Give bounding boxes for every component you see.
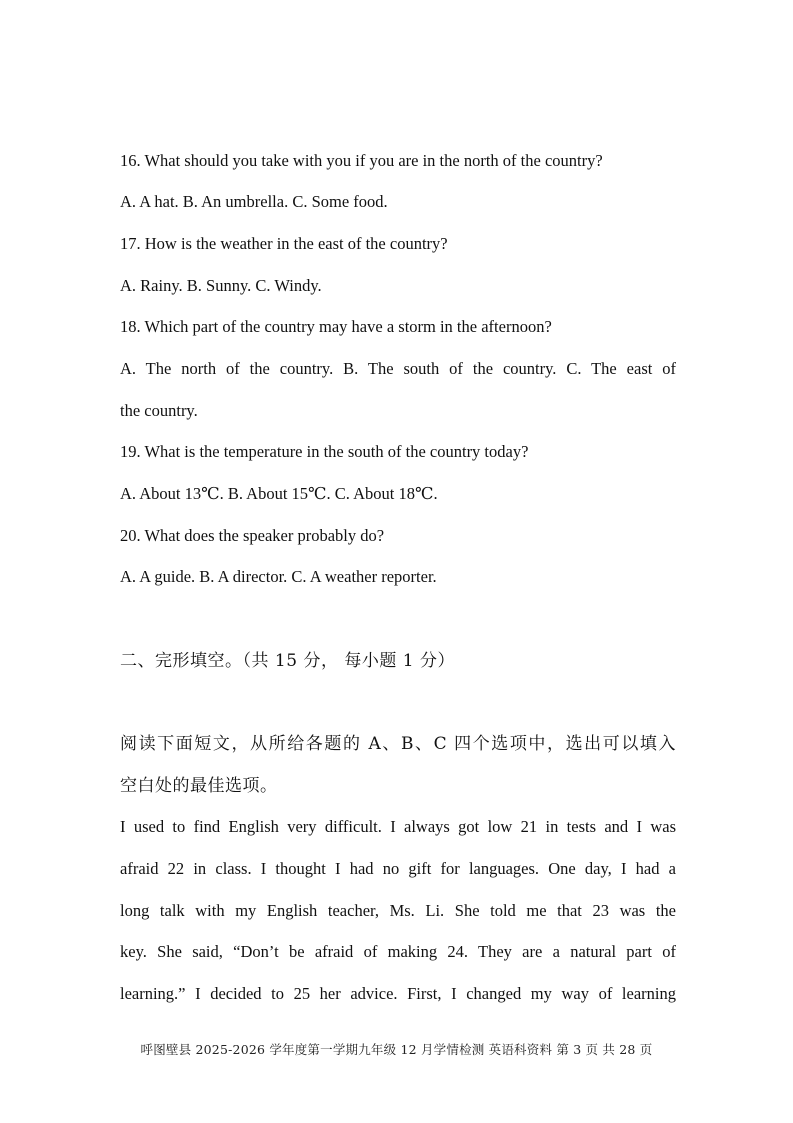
question-18-options-line1: A. The north of the country. B. The south of the country. C. The east of — [120, 359, 676, 378]
instruction-line-2: 空白处的最佳选项。 — [120, 776, 278, 796]
question-19-options: A. About 13℃. B. About 15℃. C. About 18℃. — [120, 484, 438, 503]
passage-line: key. She said, “Don’t be afraid of making 24. They are a natural part of — [120, 942, 676, 961]
passage-line: afraid 22 in class. I thought I had no gift for languages. One day, I had a — [120, 859, 676, 878]
instruction-line-1: 阅读下面短文，从所给各题的 A、B、C 四个选项中，选出可以填入 — [120, 734, 676, 754]
question-18-options-line2: the country. — [120, 401, 198, 420]
question-19-stem: 19. What is the temperature in the south of the country today? — [120, 442, 529, 461]
passage-line: I used to find English very difficult. I always got low 21 in tests and I was — [120, 817, 676, 836]
question-17-stem: 17. How is the weather in the east of the country? — [120, 234, 448, 253]
section-heading: 二、完形填空。（共 15 分， 每小题 1 分） — [120, 651, 455, 671]
passage-line: long talk with my English teacher, Ms. Li. She told me that 23 was the — [120, 901, 676, 920]
question-20-stem: 20. What does the speaker probably do? — [120, 526, 385, 545]
question-18-stem: 18. Which part of the country may have a storm in the afternoon? — [120, 317, 552, 336]
page-footer: 呼图壁县 2025-2026 学年度第一学期九年级 12 月学情检测 英语科资料 第 3 页 共 28 页 — [140, 1042, 653, 1057]
question-20-options: A. A guide. B. A director. C. A weather reporter. — [120, 567, 437, 586]
question-16-stem: 16. What should you take with you if you are in the north of the country? — [120, 151, 603, 170]
question-17-options: A. Rainy. B. Sunny. C. Windy. — [120, 276, 322, 295]
question-16-options: A. A hat. B. An umbrella. C. Some food. — [120, 192, 388, 211]
passage-line: learning.” I decided to 25 her advice. First, I changed my way of learning — [120, 984, 676, 1003]
